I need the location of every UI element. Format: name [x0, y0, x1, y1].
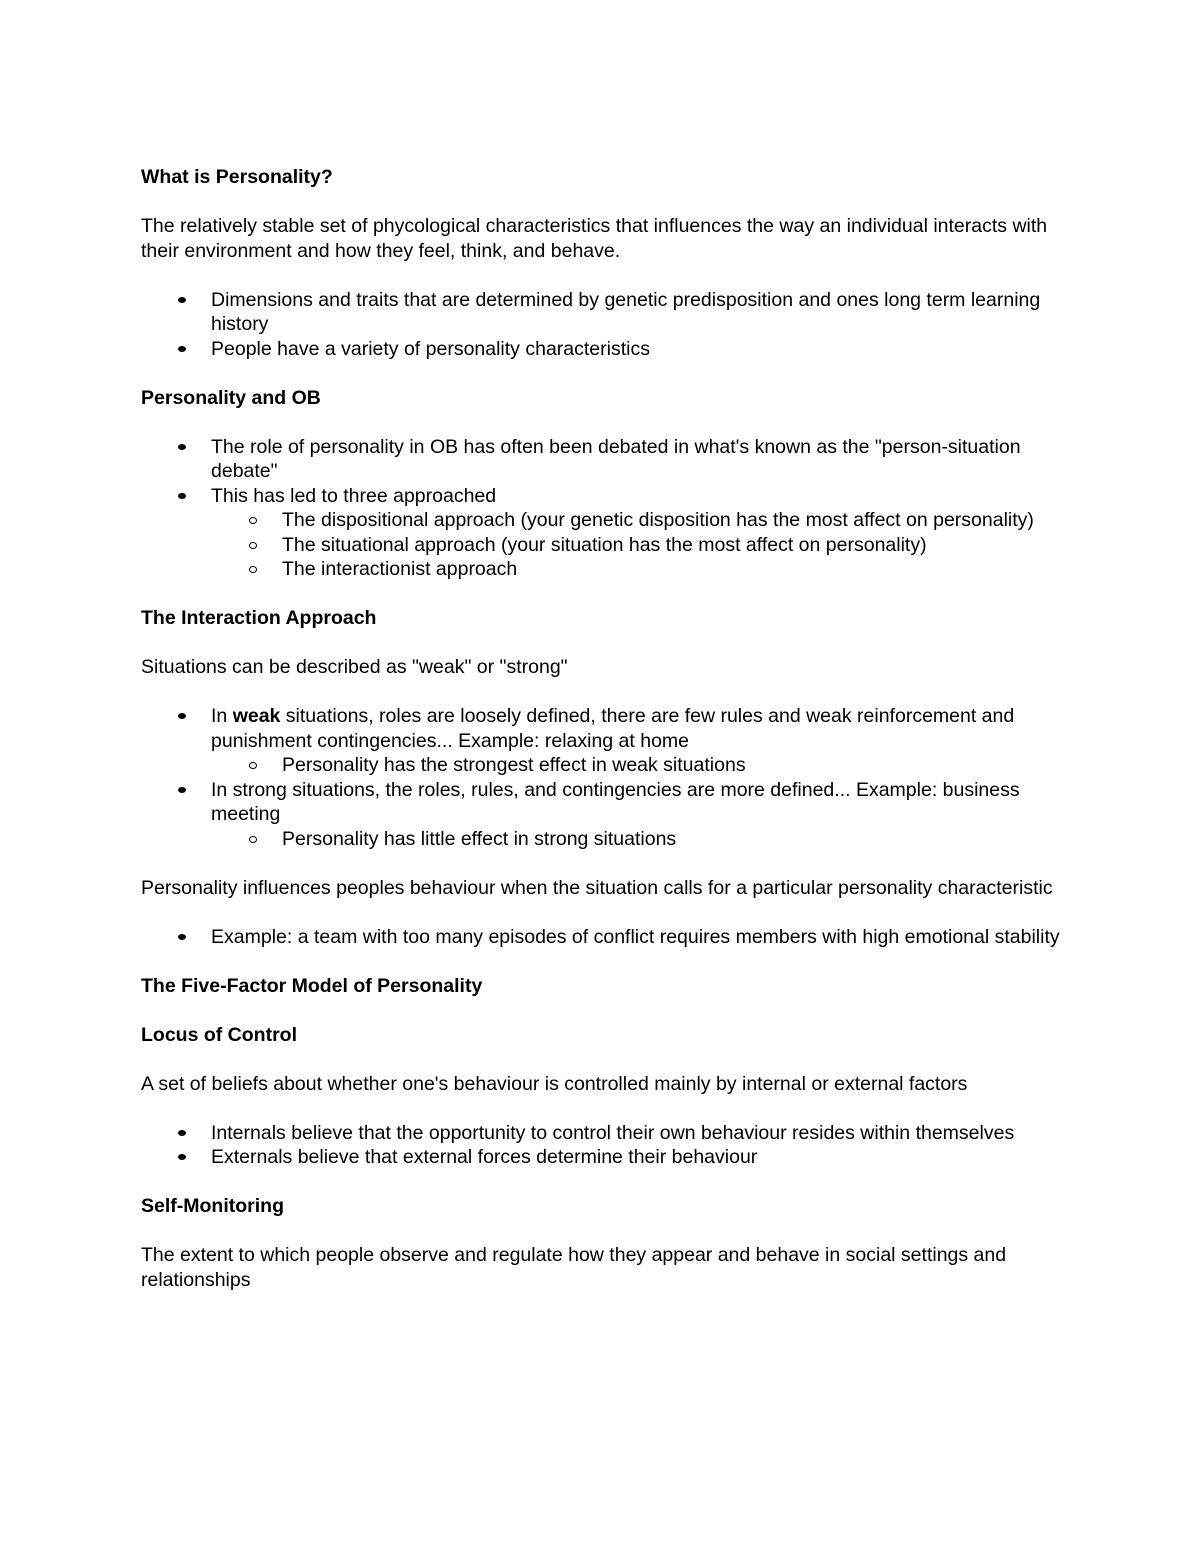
- bullet-icon: [178, 934, 186, 940]
- circle-bullet-icon: [249, 566, 257, 573]
- sub-list-item: [211, 753, 1071, 778]
- paragraph: The extent to which people observe and regulate how they appear and behave in social settings and relationships: [141, 1244, 1007, 1291]
- list-item-text: People have a variety of personality characteristics: [211, 337, 650, 360]
- list-item-text: Externals believe that external forces determine their behaviour: [211, 1146, 758, 1168]
- section-heading: Self-Monitoring: [141, 1195, 284, 1217]
- paragraph: A set of beliefs about whether one's behaviour is controlled mainly by internal or external factors: [141, 1072, 968, 1095]
- list-item-text: Internals believe that the opportunity to control their own behaviour resides within themselves: [211, 1121, 1015, 1144]
- sub-bullet-list: [211, 827, 1071, 852]
- section-heading: The Interaction Approach: [141, 607, 377, 629]
- circle-bullet-icon: [249, 517, 257, 524]
- list-item: [141, 925, 1071, 950]
- list-item-text: The situational approach (your situation has the most affect on personality): [282, 533, 927, 556]
- bullet-list: [141, 435, 1071, 582]
- list-item: [141, 337, 1071, 362]
- sub-bullet-list: [211, 753, 1071, 778]
- bullet-icon: [178, 713, 186, 719]
- paragraph: The relatively stable set of phycological characteristics that influences the way an individual interacts with their environment and how they feel, think, and behave.: [141, 215, 1048, 262]
- section-heading: The Five-Factor Model of Personality: [141, 974, 483, 997]
- section-heading: What is Personality?: [141, 166, 333, 188]
- list-item-text: Example: a team with too many episodes of conflict requires members with high emotional stability: [211, 925, 1060, 948]
- bullet-icon: [178, 346, 186, 352]
- bullet-list: [141, 704, 1071, 851]
- circle-bullet-icon: [249, 542, 257, 549]
- list-item-text: This has led to three approached: [211, 484, 497, 507]
- section-heading: Personality and OB: [141, 386, 321, 409]
- list-item: [141, 704, 1071, 778]
- list-item-text: The dispositional approach (your genetic disposition has the most affect on personality): [282, 509, 1034, 531]
- list-item: [141, 288, 1071, 337]
- bullet-icon: [178, 1130, 186, 1136]
- bullet-list: [141, 1121, 1071, 1170]
- circle-bullet-icon: [249, 762, 257, 769]
- list-item-text: situations, roles are loosely defined, there are few rules and weak reinforcement and punishment contingencies... Example: relaxing at home: [211, 705, 1015, 752]
- section-heading: Locus of Control: [141, 1023, 297, 1046]
- paragraph: Personality influences peoples behaviour when the situation calls for a particular personality characteristic: [141, 876, 1053, 899]
- list-item: [141, 778, 1071, 852]
- list-item-text: Personality has the strongest effect in weak situations: [282, 754, 746, 776]
- list-item: [141, 484, 1071, 582]
- list-item: [141, 1121, 1071, 1146]
- bullet-icon: [178, 493, 186, 499]
- document-page: [141, 165, 1071, 1317]
- paragraph: Situations can be described as "weak" or "strong": [141, 656, 568, 678]
- circle-bullet-icon: [249, 836, 257, 843]
- sub-list-item: [211, 508, 1071, 533]
- sub-list-item: [211, 557, 1071, 582]
- list-item-prefix: In: [211, 705, 233, 727]
- sub-bullet-list: [211, 508, 1071, 582]
- list-item-text: Personality has little effect in strong situations: [282, 827, 677, 850]
- bullet-icon: [178, 297, 186, 303]
- bullet-list: [141, 288, 1071, 362]
- bold-term: weak: [232, 705, 281, 727]
- sub-list-item: [211, 827, 1071, 852]
- list-item-text: In strong situations, the roles, rules, and contingencies are more defined... Example: business meeting: [211, 778, 1020, 825]
- list-item-text: The role of personality in OB has often been debated in what's known as the "person-situation debate": [211, 435, 1021, 482]
- bullet-icon: [178, 444, 186, 450]
- bullet-icon: [178, 1154, 186, 1160]
- sub-list-item: [211, 533, 1071, 558]
- bullet-list: [141, 925, 1071, 950]
- list-item: [141, 435, 1071, 484]
- bullet-icon: [178, 787, 186, 793]
- list-item-text: The interactionist approach: [282, 558, 518, 580]
- list-item: [141, 1145, 1071, 1170]
- list-item-text: Dimensions and traits that are determined by genetic predisposition and ones long term learning history: [211, 288, 1041, 335]
